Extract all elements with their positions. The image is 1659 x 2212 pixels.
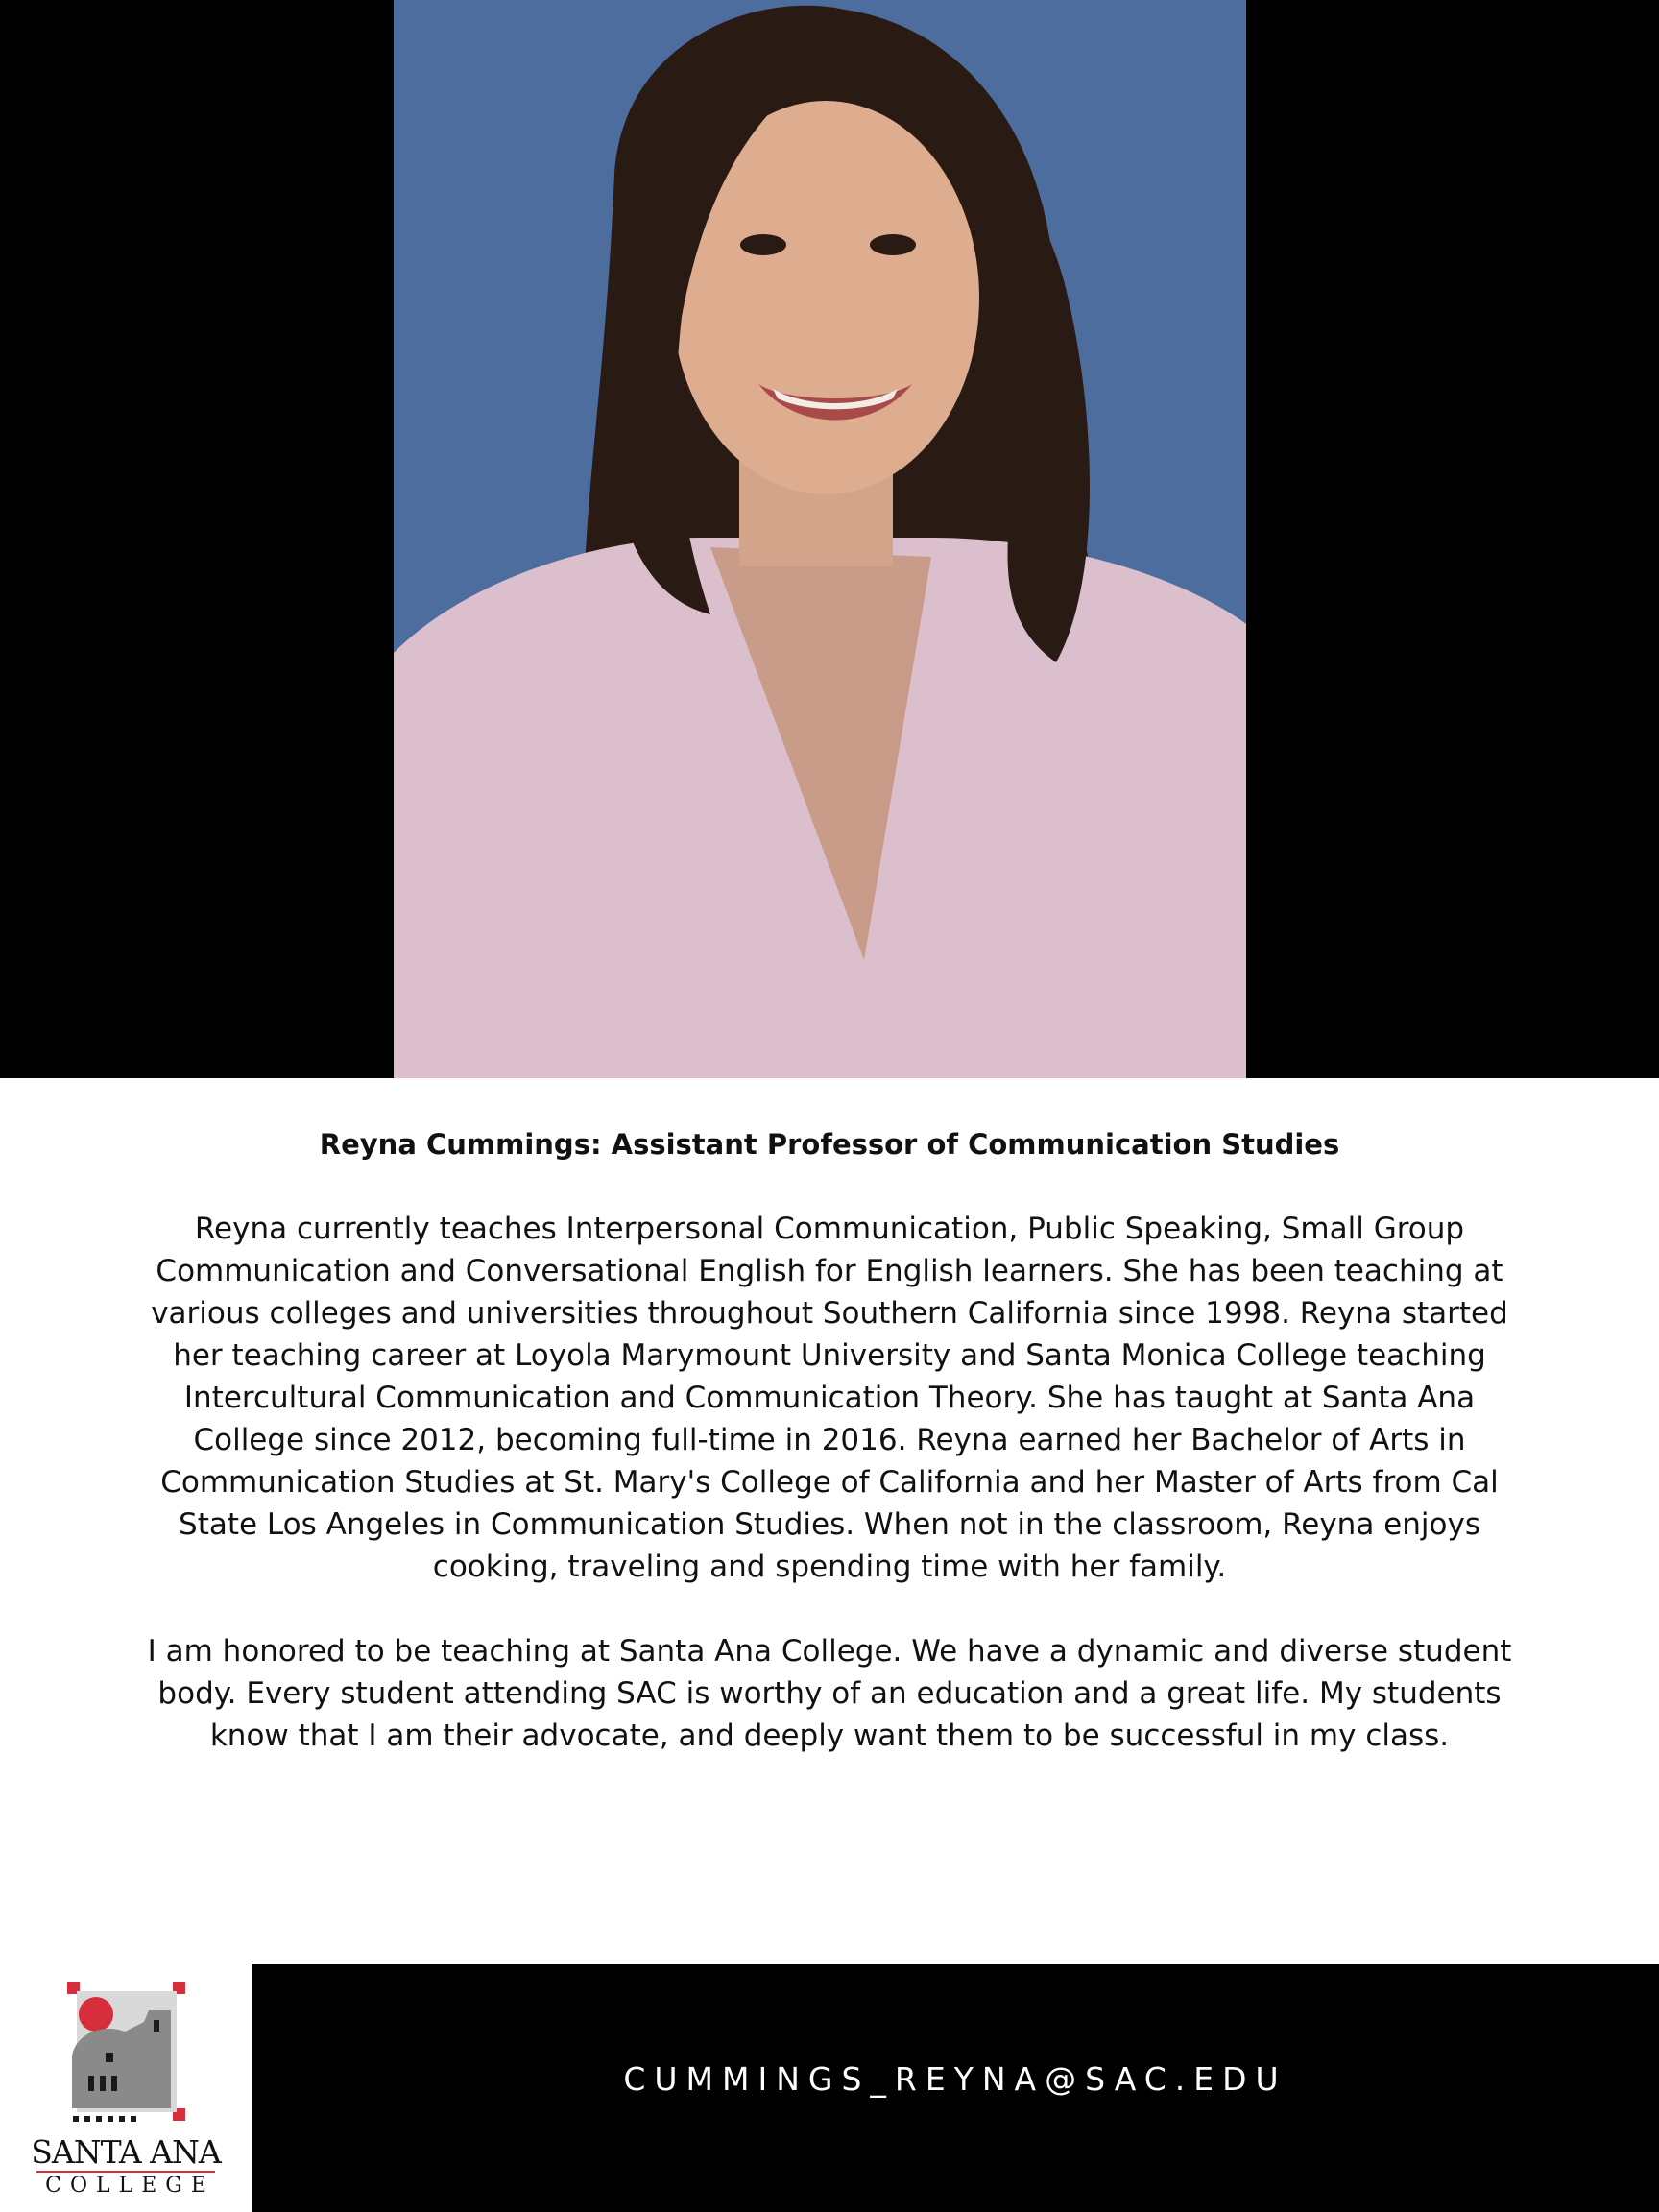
logo-divider bbox=[36, 2171, 215, 2173]
logo-wordmark: SANTA ANA bbox=[31, 2133, 221, 2171]
profile-photo bbox=[394, 0, 1246, 1078]
logo-subtitle: COLLEGE bbox=[45, 2174, 215, 2198]
footer-bar bbox=[0, 1964, 1659, 2212]
bio-title: Reyna Cummings: Assistant Professor of Communication Studies bbox=[319, 1128, 1340, 1161]
bio-paragraph: Reyna currently teaches Interpersonal Communication, Public Speaking, Small Group Communication and Conversational English for English learners. She has been teaching at various colleges and universities throughout Southern California since 1998. Reyna started her teaching career at Loyola Marymount University and Santa Monica College teaching Intercultural Communication and Communication Theory. She has taught at Santa Ana College since 2012, becoming full-time in 2016. Reyna earned her Bachelor of Arts in Communication Studies at St. Mary's College of California and her Master of Arts from Cal State Los Angeles in Communication Studies. When not in the classroom, Reyna enjoys cooking, traveling and spending time with her family. bbox=[151, 1212, 1508, 1584]
email-address[interactable]: CUMMINGS_REYNA@SAC.EDU bbox=[623, 2060, 1287, 2098]
bio-paragraph: I am honored to be teaching at Santa Ana College. We have a dynamic and diverse student body. Every student attending SAC is worthy of an education and a great life. My students know that I am their advocate, and deeply want them to be successful in my class. bbox=[147, 1634, 1512, 1753]
portrait-illustration bbox=[394, 0, 1246, 1078]
bio-section bbox=[144, 1121, 1515, 1799]
college-logo bbox=[0, 1964, 252, 2212]
mission-building-icon bbox=[0, 1964, 252, 2137]
